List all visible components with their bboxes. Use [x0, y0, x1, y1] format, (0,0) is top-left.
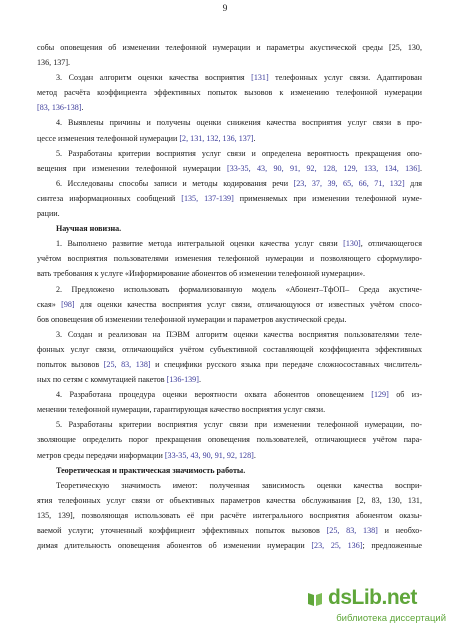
citation-link[interactable]: [129]	[371, 390, 389, 400]
document-body	[37, 40, 422, 553]
page-number: 9	[222, 4, 228, 14]
text-line: синтеза информационных сообщений [135, 137-139] применяемых при изменении телефонной нуме-	[37, 193, 422, 203]
citation-link[interactable]: [98]	[61, 299, 75, 309]
text-line: 4. Разработана процедура оценки вероятности охвата абонентов оповещением [129] об из-	[56, 390, 422, 400]
watermark-logo	[306, 586, 446, 632]
text-line: ных по сетям с коммутацией пакетов [136-139].	[37, 375, 201, 385]
text-line: 4. Выявлены причины и получены оценки снижения качества восприятия услуг связи в про-	[56, 118, 422, 128]
text-line: 3. Создан алгоритм оценки качества восприятия [131] телефонных услуг связи. Адаптирован	[56, 73, 422, 83]
text-line: бов оповещения об изменении телефонной нумерации и параметров акустической среды.	[37, 314, 347, 324]
text-line: учётом восприятия пользователями изменения телефонной нумерации и позволяющего сформулиро-	[37, 254, 422, 264]
citation-link[interactable]: [33-35, 43, 90, 91, 92, 128]	[164, 450, 254, 460]
text-line: собы оповещения об изменении телефонной нумерации и параметры акустической среды [25, 130,	[37, 43, 422, 52]
text-line: метров среды передачи информации [33-35, 43, 90, 91, 92, 128].	[37, 450, 256, 460]
text-line: 5. Разработаны критерии восприятия услуг связи при изменении телефонной нумерации, по-	[56, 420, 422, 430]
text-line: попыток вызовов [25, 83, 138] и специфики русского языка при передаче сложносоставных числитель-	[37, 359, 422, 369]
text-line: менении телефонной нумерации, гарантирующая качество восприятия услуг связи.	[37, 405, 326, 415]
text-line: зволяющие определить порог прекращения оповещения пользователей, отличающиеся учётом пара-	[37, 435, 422, 445]
text-line: 5. Разработаны критерии восприятия услуг связи и определена вероятность прекращения опо-	[56, 148, 422, 158]
text-line: фонных услуг связи, отличающийся учётом субъективной составляющей коэффициента эффективных	[37, 344, 422, 354]
citation-link[interactable]: [2, 131, 132, 136, 137]	[179, 133, 254, 143]
text-line: Теоретическую значимость имеют: полученная зависимость оценки качества воспри-	[56, 480, 422, 490]
citation-link[interactable]: [23, 37, 39, 65, 66, 71, 132]	[293, 178, 405, 188]
text-line: рации.	[37, 209, 60, 219]
text-line: [83, 136-138].	[37, 103, 84, 113]
citation-link[interactable]: [25, 83, 138]	[326, 526, 378, 535]
citation-link[interactable]: [130]	[343, 239, 361, 249]
text-line: 1. Выполнено развитие метода интегральной оценки качества услуг связи [130], отличающегося	[56, 239, 422, 249]
book-icon	[306, 590, 324, 608]
text-line: 135, 139], позволяющая использовать её при расчёте интегрального восприятия абонентом оказы-	[37, 510, 422, 520]
watermark-subtitle: библиотека диссертаций	[336, 613, 446, 624]
citation-link[interactable]: [33-35, 43, 90, 91, 92, 128, 129, 133, 134, 136]	[227, 163, 420, 173]
text-line: 3. Создан и реализован на ПЭВМ алгоритм оценки качества восприятия пользователями теле-	[56, 329, 422, 339]
text-line: ская» [98] для оценки качества восприятия услуг связи, отличающуюся от известных учётом спосо-	[37, 299, 422, 309]
text-line: ваемой услуги; уточненный коэффициент эффективных попыток вызовов [25, 83, 138] и необхо-	[37, 526, 422, 535]
citation-link[interactable]: [83, 136-138]	[37, 103, 82, 113]
text-line: димая длительность оповещения абонентов об изменении нумерации [23, 25, 136]; предложенные	[37, 541, 422, 551]
watermark-brand: dsLib.net	[328, 586, 417, 609]
text-line: цессе изменения телефонной нумерации [2, 131, 132, 136, 137].	[37, 133, 256, 143]
text-line: 6. Исследованы способы записи и методы кодирования речи [23, 37, 39, 65, 66, 71, 132] для	[56, 178, 422, 188]
citation-link[interactable]: [23, 25, 136]	[311, 541, 363, 551]
citation-link[interactable]: [25, 83, 138]	[103, 359, 151, 369]
section-heading: Научная новизна.	[56, 224, 122, 234]
section-heading: Теоретическая и практическая значимость работы.	[56, 465, 246, 475]
citation-link[interactable]: [136-139]	[166, 375, 199, 385]
citation-link[interactable]: [135, 137-139]	[181, 193, 234, 203]
citation-link[interactable]: [131]	[251, 73, 269, 83]
text-line: вещения при изменении телефонной нумерации [33-35, 43, 90, 91, 92, 128, 129, 133, 134, 136].	[37, 163, 422, 173]
text-line: 2. Предложено использовать формализованную модель «Абонент–ТфОП– Среда акустиче-	[56, 284, 422, 294]
text-line: метод расчёта коэффициента эффективных попыток вызовов к изменению телефонной нумерации	[37, 88, 422, 98]
text-line: 136, 137].	[37, 58, 71, 68]
text-line: ятия телефонных услуг связи от объективных параметров качества обслуживания [2, 83, 130, 131,	[37, 495, 422, 505]
text-line: вать требования к услуге «Информирование абонентов об изменении телефонной нумерации».	[37, 269, 366, 279]
